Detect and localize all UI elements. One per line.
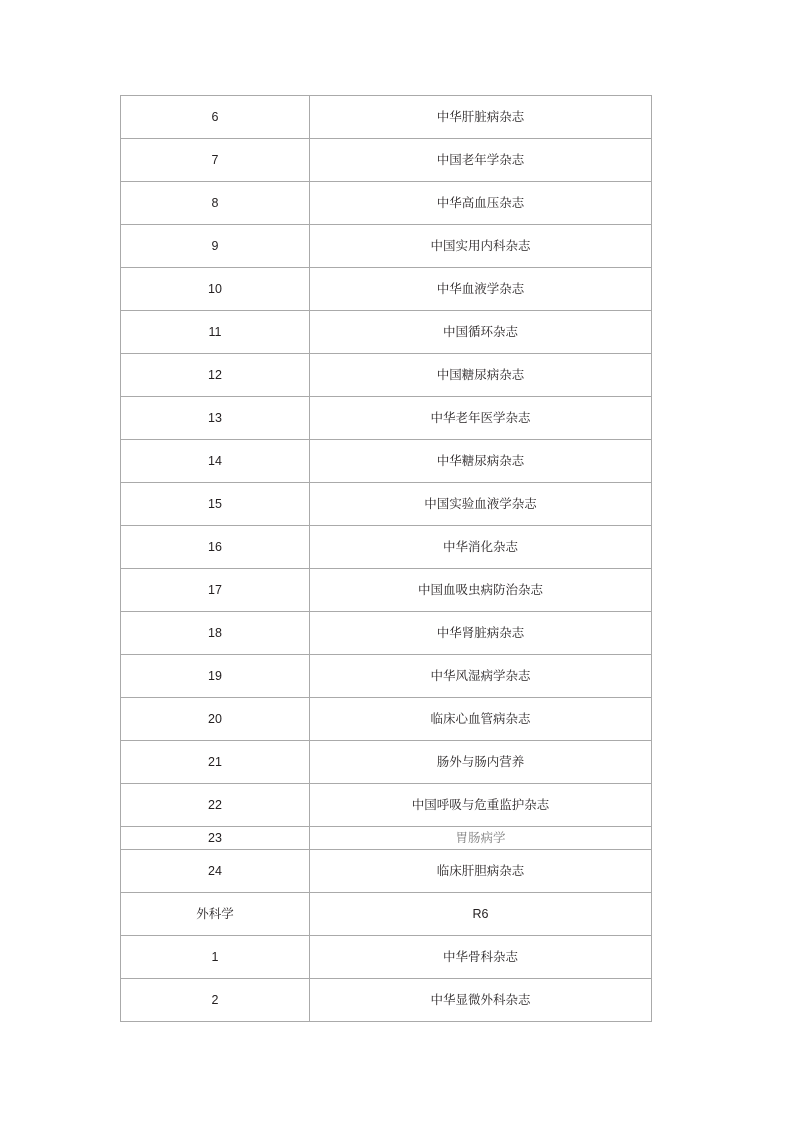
table-row	[121, 612, 652, 655]
table-row	[121, 96, 652, 139]
table-row	[121, 354, 652, 397]
table-cell-index: 14	[121, 440, 310, 483]
table-cell-name: 中国实用内科杂志	[310, 225, 652, 268]
table-cell-name: 中国老年学杂志	[310, 139, 652, 182]
table-cell-name: 中国呼吸与危重监护杂志	[310, 784, 652, 827]
table-cell-name: 中国糖尿病杂志	[310, 354, 652, 397]
table-cell-name: 中华肝脏病杂志	[310, 96, 652, 139]
table-cell-name: 肠外与肠内营养	[310, 741, 652, 784]
table-cell-name: 中国血吸虫病防治杂志	[310, 569, 652, 612]
table-row	[121, 526, 652, 569]
table-row	[121, 893, 652, 936]
table-cell-name: 中国实验血液学杂志	[310, 483, 652, 526]
table-cell-name: 中华高血压杂志	[310, 182, 652, 225]
table-cell-name: 中华显微外科杂志	[310, 979, 652, 1022]
table-cell-index: 18	[121, 612, 310, 655]
table-cell-name: 中华消化杂志	[310, 526, 652, 569]
table-cell-name: 胃肠病学	[310, 827, 652, 850]
table-cell-name: 中华血液学杂志	[310, 268, 652, 311]
table-row	[121, 569, 652, 612]
table-row	[121, 936, 652, 979]
table-row	[121, 979, 652, 1022]
table-cell-index: 19	[121, 655, 310, 698]
table-cell-index: 9	[121, 225, 310, 268]
table-cell-index: 外科学	[121, 893, 310, 936]
table-cell-index: 23	[121, 827, 310, 850]
table-cell-index: 8	[121, 182, 310, 225]
table-cell-name: 中华肾脏病杂志	[310, 612, 652, 655]
table-row	[121, 397, 652, 440]
table-row	[121, 483, 652, 526]
table-row	[121, 827, 652, 850]
table-cell-name: 临床肝胆病杂志	[310, 850, 652, 893]
table-cell-index: 21	[121, 741, 310, 784]
journal-table	[120, 95, 652, 1022]
table-cell-index: 12	[121, 354, 310, 397]
table-cell-name: 中华风湿病学杂志	[310, 655, 652, 698]
table-cell-name: 中华骨科杂志	[310, 936, 652, 979]
table-cell-index: 16	[121, 526, 310, 569]
table-cell-index: 10	[121, 268, 310, 311]
table-cell-index: 17	[121, 569, 310, 612]
table-cell-index: 6	[121, 96, 310, 139]
table-cell-index: 13	[121, 397, 310, 440]
table-row	[121, 741, 652, 784]
table-row	[121, 784, 652, 827]
table-row	[121, 311, 652, 354]
table-row	[121, 440, 652, 483]
journal-table-container	[120, 95, 649, 1022]
table-row	[121, 655, 652, 698]
table-cell-index: 15	[121, 483, 310, 526]
table-row	[121, 225, 652, 268]
table-row	[121, 268, 652, 311]
table-cell-index: 20	[121, 698, 310, 741]
table-cell-index: 2	[121, 979, 310, 1022]
table-cell-index: 1	[121, 936, 310, 979]
table-row	[121, 139, 652, 182]
table-cell-name: 中华糖尿病杂志	[310, 440, 652, 483]
table-row	[121, 698, 652, 741]
table-row	[121, 182, 652, 225]
table-cell-index: 22	[121, 784, 310, 827]
table-cell-name: R6	[310, 893, 652, 936]
table-row	[121, 850, 652, 893]
table-cell-index: 7	[121, 139, 310, 182]
table-cell-index: 11	[121, 311, 310, 354]
table-cell-name: 临床心血管病杂志	[310, 698, 652, 741]
journal-table-body	[121, 96, 652, 1022]
table-cell-index: 24	[121, 850, 310, 893]
table-cell-name: 中华老年医学杂志	[310, 397, 652, 440]
table-cell-name: 中国循环杂志	[310, 311, 652, 354]
